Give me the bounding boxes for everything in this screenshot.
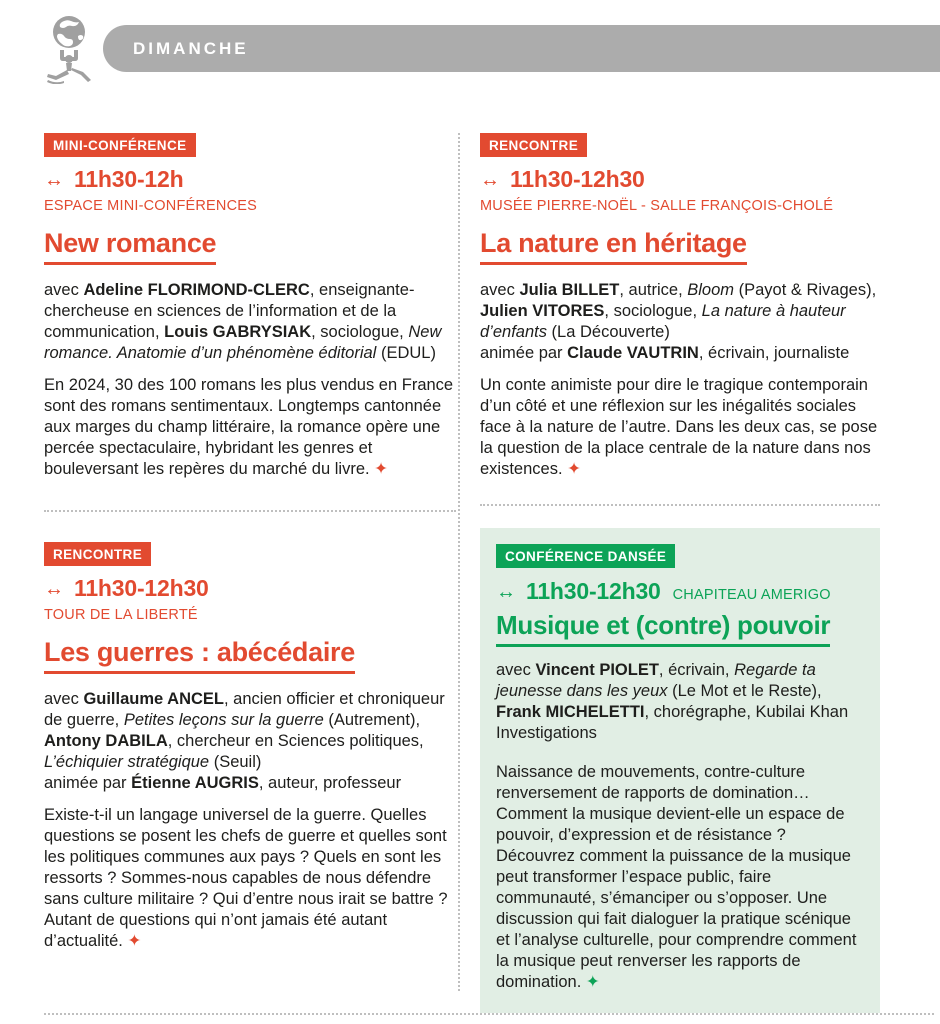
- event-time: 11h30-12h: [74, 166, 184, 192]
- left-right-arrow-icon: ↔: [480, 169, 500, 191]
- event-speakers: avec Guillaume ANCEL, ancien officier et chroniqueur de guerre, Petites leçons sur la guerre (Autrement), Antony DABILA, chercheur en Sciences politiques, L’échiquier stratégique (Seuil) animée par Étienne AUGRIS, auteur, professeur: [44, 690, 445, 792]
- event-time: 11h30-12h30: [510, 166, 645, 192]
- event-location: MUSÉE PIERRE-NOËL - SALLE FRANÇOIS-CHOLÉ: [480, 198, 834, 214]
- day-header-bar: [103, 25, 940, 72]
- event-location: ESPACE MINI-CONFÉRENCES: [44, 198, 257, 214]
- column-divider: [458, 133, 460, 991]
- page-bottom-rule: [44, 1013, 934, 1015]
- event-marker-icon: ✦: [567, 460, 581, 478]
- event-type-badge: RENCONTRE: [480, 133, 587, 157]
- event-card-musique-pouvoir: [480, 528, 880, 1013]
- event-time-row: [44, 575, 456, 602]
- event-title: Les guerres : abécédaire: [44, 637, 355, 674]
- event-speakers: avec Vincent PIOLET, écrivain, Regarde ta jeunesse dans les yeux (Le Mot et le Reste), Frank MICHELETTI, chorégraphe, Kubilai Khan Investigations: [496, 661, 849, 742]
- event-marker-icon: ✦: [127, 932, 142, 950]
- event-description: En 2024, 30 des 100 romans les plus vendus en France sont des romans sentimentaux. Longtemps cantonnée aux marges du champ littéraire, la romance opère une percée spectaculaire, hybridant les genres et bouleversant les repères du marché du livre. ✦: [44, 376, 454, 478]
- left-right-arrow-icon: ↔: [44, 578, 64, 600]
- dotted-divider: [44, 510, 456, 512]
- dotted-divider: [480, 504, 880, 506]
- event-card-les-guerres: [44, 542, 456, 952]
- event-type-badge: MINI-CONFÉRENCE: [44, 133, 196, 157]
- event-location: CHAPITEAU AMERIGO: [672, 587, 831, 603]
- event-description: Existe-t-il un langage universel de la guerre. Quelles questions se posent les chefs de guerre et quelles sont les politiques communes aux pays ? Quels en sont les ressorts ? Sommes-nous capables de nous défendre sans culture militaire ? Qui d’entre nous irait se battre ? Autant de questions qui n’ont jamais été autant d’actualité. ✦: [44, 806, 448, 950]
- event-time-row: [480, 166, 880, 193]
- event-time-row: [44, 166, 456, 193]
- event-speakers: avec Julia BILLET, autrice, Bloom (Payot & Rivages), Julien VITORES, sociologue, La nature à hauteur d’enfants (La Découverte) animée par Claude VAUTRIN, écrivain, journaliste: [480, 281, 877, 362]
- event-marker-icon: ✦: [374, 460, 388, 478]
- left-right-arrow-icon: ↔: [44, 169, 64, 191]
- right-column: [480, 133, 880, 1013]
- event-description: Naissance de mouvements, contre-culture renversement de rapports de domination… Comment la musique devient-elle un espace de pouvoir, d’expression et de résistance ? Découvrez comment la puissance de la musique peut transformer l’espace public, faire communauté, s’émanciper ou s’opposer. Une discussion qui fait dialoguer la pratique scénique et l’analyse culturelle, pour comprendre comment la musique peut renverser les rapports de domination. ✦: [496, 763, 857, 991]
- event-title: La nature en héritage: [480, 228, 747, 265]
- event-location: TOUR DE LA LIBERTÉ: [44, 607, 198, 623]
- event-time: 11h30-12h30: [526, 578, 661, 604]
- globe-runner-logo-icon: [36, 14, 100, 82]
- event-description: Un conte animiste pour dire le tragique contemporain d’un côté et une réflexion sur les inégalités sociales face à la nature de l’autre. Dans les deux cas, se pose la question de la place centrale de la nature dans nos existences. ✦: [480, 376, 878, 478]
- event-title: New romance: [44, 228, 216, 265]
- day-label: DIMANCHE: [133, 38, 249, 58]
- event-marker-icon: ✦: [585, 973, 600, 991]
- event-time: 11h30-12h30: [74, 575, 209, 601]
- event-type-badge: RENCONTRE: [44, 542, 151, 566]
- event-card-la-nature: [480, 133, 880, 480]
- left-right-arrow-icon: ↔: [496, 581, 516, 603]
- event-type-badge: CONFÉRENCE DANSÉE: [496, 544, 675, 568]
- left-column: [44, 133, 456, 952]
- event-title: Musique et (contre) pouvoir: [496, 610, 830, 647]
- event-card-new-romance: [44, 133, 456, 480]
- event-time-row: [496, 578, 864, 605]
- event-speakers: avec Adeline FLORIMOND-CLERC, enseignante-chercheuse en sciences de l’information et de la communication, Louis GABRYSIAK, sociologue, New romance. Anatomie d’un phénomène éditorial (EDUL): [44, 281, 442, 362]
